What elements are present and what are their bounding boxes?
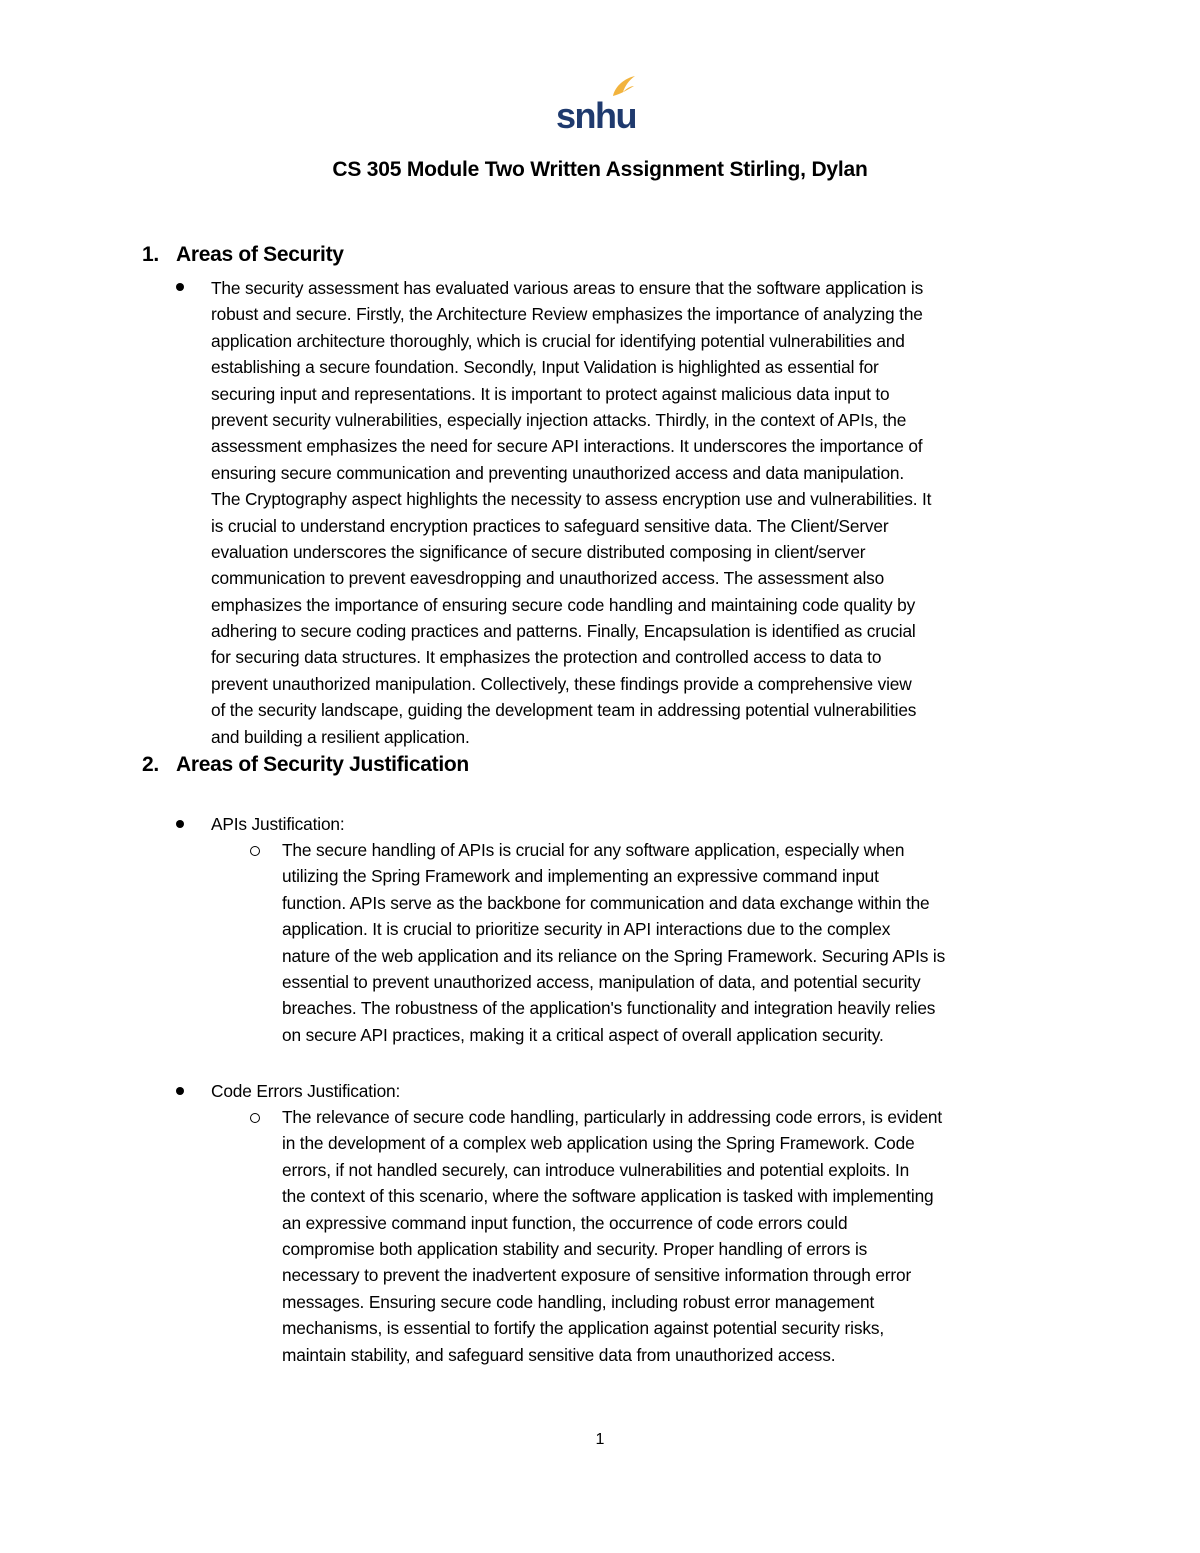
item-label-apis-justification: APIs Justification: [211, 814, 345, 834]
text-line: utilizing the Spring Framework and implementing an expressive command input [282, 866, 879, 887]
section-title: Areas of Security Justification [176, 753, 469, 776]
text-line: ensuring secure communication and preventing unauthorized access and data manipulation. [211, 462, 905, 483]
page-number: 1 [595, 1431, 605, 1448]
text-line: communication to prevent eavesdropping and unauthorized access. The assessment also [211, 568, 885, 589]
text-line: robust and secure. Firstly, the Architecture Review emphasizes the importance of analyzing the [211, 304, 923, 325]
text-line: application architecture thoroughly, which is crucial for identifying potential vulnerabilities and [211, 330, 905, 351]
text-line: emphasizes the importance of ensuring secure code handling and maintaining code quality by [211, 594, 916, 615]
section-number: 1. [142, 243, 159, 266]
text-line: messages. Ensuring secure code handling, including robust error management [282, 1291, 875, 1312]
text-line: essential to prevent unauthorized access, manipulation of data, and potential security [282, 971, 921, 992]
text-line: compromise both application stability and security. Proper handling of errors is [282, 1238, 868, 1259]
text-line: prevent unauthorized manipulation. Collectively, these findings provide a comprehensive view [211, 673, 912, 694]
item-paragraph [282, 1104, 942, 1368]
section-heading-areas-of-security [142, 243, 542, 271]
text-line: The Cryptography aspect highlights the necessity to assess encryption use and vulnerabilities. It [211, 489, 932, 510]
text-line: of the security landscape, guiding the development team in addressing potential vulnerabilities [211, 700, 917, 721]
text-line: adhering to secure coding practices and patterns. Finally, Encapsulation is identified as crucial [211, 621, 916, 642]
section-paragraph [211, 275, 931, 750]
text-line: The secure handling of APIs is crucial for any software application, especially when [282, 840, 905, 860]
text-line: prevent security vulnerabilities, especially injection attacks. Thirdly, in the context of APIs, the [211, 409, 907, 430]
item-label-code-errors-justification: Code Errors Justification: [211, 1081, 401, 1101]
snhu-logo [555, 72, 639, 134]
text-line: in the development of a complex web application using the Spring Framework. Code [282, 1133, 915, 1154]
logo-flame-icon [613, 76, 635, 96]
text-line: maintain stability, and safeguard sensitive data from unauthorized access. [282, 1344, 836, 1365]
text-line: an expressive command input function, the occurrence of code errors could [282, 1212, 848, 1233]
text-line: breaches. The robustness of the application's functionality and integration heavily relies [282, 998, 936, 1019]
text-line: for securing data structures. It emphasizes the protection and controlled access to data to [211, 647, 882, 668]
text-line: securing input and representations. It is important to protect against malicious data input to [211, 383, 890, 404]
logo-wordmark: snhu [556, 95, 636, 134]
text-line: on secure API practices, making it a critical aspect of overall application security. [282, 1024, 884, 1045]
text-line: mechanisms, is essential to fortify the application against potential security risks, [282, 1318, 884, 1339]
text-line: nature of the web application and its reliance on the Spring Framework. Securing APIs is [282, 945, 946, 966]
circle-bullet-icon [250, 846, 260, 856]
bullet-icon [176, 820, 184, 828]
text-line: function. APIs serve as the backbone for communication and data exchange within the [282, 892, 930, 913]
item-paragraph [282, 837, 945, 1048]
text-line: evaluation underscores the significance of secure distributed composing in client/server [211, 541, 866, 562]
document-title: CS 305 Module Two Written Assignment Stirling, Dylan [332, 158, 868, 181]
text-line: and building a resilient application. [211, 726, 470, 747]
circle-bullet-icon [250, 1113, 260, 1123]
section-title: Areas of Security [176, 243, 344, 266]
section-heading-areas-of-security-justification [142, 753, 642, 781]
text-line: establishing a secure foundation. Secondly, Input Validation is highlighted as essential for [211, 357, 879, 378]
text-line: necessary to prevent the inadvertent exposure of sensitive information through error [282, 1265, 912, 1286]
text-line: errors, if not handled securely, can introduce vulnerabilities and potential exploits. In [282, 1159, 910, 1180]
text-line: the context of this scenario, where the software application is tasked with implementing [282, 1186, 934, 1207]
text-line: assessment emphasizes the need for secure API interactions. It underscores the importance of [211, 436, 923, 457]
bullet-icon [176, 1087, 184, 1095]
text-line: The relevance of secure code handling, particularly in addressing code errors, is evident [282, 1107, 943, 1127]
bullet-icon [176, 283, 184, 291]
text-line: The security assessment has evaluated various areas to ensure that the software application is [211, 278, 924, 298]
text-line: application. It is crucial to prioritize security in API interactions due to the complex [282, 919, 891, 940]
section-number: 2. [142, 753, 159, 776]
text-line: is crucial to understand encryption practices to safeguard sensitive data. The Client/Server [211, 515, 889, 536]
